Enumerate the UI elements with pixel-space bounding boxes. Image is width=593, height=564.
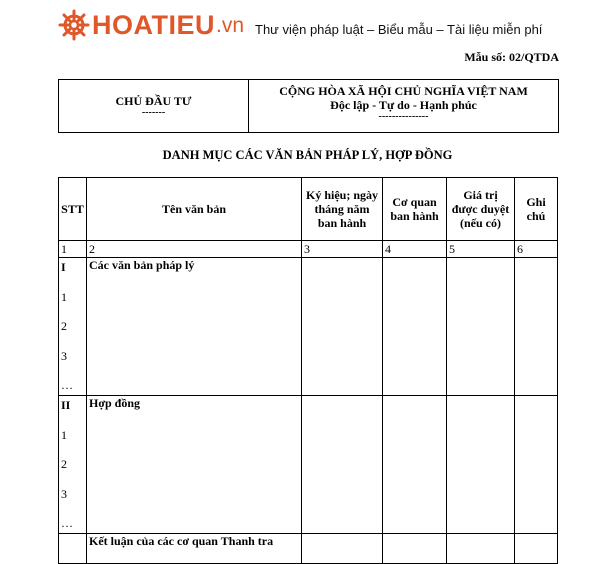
country-name: CỘNG HÒA XÃ HỘI CHỦ NGHĨA VIỆT NAM <box>279 84 528 98</box>
tagline: Thư viện pháp luật – Biểu mẫu – Tài liệu miễn phí <box>255 22 543 37</box>
section-title: Hợp đồng <box>87 396 302 534</box>
table-cell <box>302 534 383 564</box>
table-row <box>59 396 558 534</box>
item-number: 1 <box>61 427 67 442</box>
ship-wheel-icon <box>58 9 90 41</box>
section-title: Các văn bản pháp lý <box>87 258 302 396</box>
index-cell: 6 <box>515 241 558 258</box>
partial-row-title: Kết luận của các cơ quan Thanh tra <box>87 534 302 564</box>
table-cell <box>447 258 515 396</box>
column-header-stt: STT <box>59 178 87 241</box>
form-number: Mẫu số: 02/QTDA <box>464 50 559 64</box>
section-numbering <box>59 396 87 534</box>
logo-text: HOATIEU <box>92 10 215 40</box>
index-cell: 5 <box>447 241 515 258</box>
table-cell <box>447 534 515 564</box>
item-number: … <box>61 516 73 530</box>
table-header-row <box>59 178 558 241</box>
brand-logo[interactable] <box>58 8 244 42</box>
section-roman: I <box>61 260 66 274</box>
column-index-row <box>59 241 558 258</box>
section-roman: II <box>61 398 71 412</box>
item-number: … <box>61 378 73 392</box>
item-number: 3 <box>61 486 67 501</box>
item-number: 1 <box>61 289 67 304</box>
table-cell <box>383 534 447 564</box>
table-cell <box>302 258 383 396</box>
column-header-issuer: Cơ quan ban hành <box>383 178 447 241</box>
index-cell: 2 <box>87 241 302 258</box>
table-row <box>59 258 558 396</box>
table-cell <box>515 534 558 564</box>
document-header <box>58 79 559 133</box>
index-cell: 1 <box>59 241 87 258</box>
index-cell: 4 <box>383 241 447 258</box>
item-number: 2 <box>61 319 67 333</box>
table-cell <box>383 258 447 396</box>
column-header-symbol-date: Ký hiệu; ngày tháng năm ban hành <box>302 178 383 241</box>
investor-title: CHỦ ĐẦU TƯ <box>115 94 192 108</box>
table-cell <box>515 258 558 396</box>
document-title: DANH MỤC CÁC VĂN BẢN PHÁP LÝ, HỢP ĐỒNG <box>162 148 453 162</box>
table-cell <box>447 396 515 534</box>
item-number: 3 <box>61 348 67 363</box>
table-cell <box>515 396 558 534</box>
section-numbering <box>59 258 87 396</box>
table-cell <box>59 534 87 564</box>
item-number: 2 <box>61 457 67 471</box>
investor-divider: ------- <box>141 107 166 118</box>
index-cell: 3 <box>302 241 383 258</box>
logo-suffix: .vn <box>216 14 245 37</box>
table-row <box>59 534 558 564</box>
motto: Độc lập - Tự do - Hạnh phúc <box>330 98 477 112</box>
column-header-name: Tên văn bản <box>87 178 302 241</box>
national-heading <box>249 80 558 132</box>
column-header-note: Ghi chú <box>515 178 558 241</box>
column-header-approved-value: Giá trị được duyệt (nếu có) <box>447 178 515 241</box>
motto-divider: --------------- <box>378 111 429 122</box>
documents-table <box>58 177 558 564</box>
table-cell <box>383 396 447 534</box>
table-cell <box>302 396 383 534</box>
investor-block <box>59 80 249 132</box>
